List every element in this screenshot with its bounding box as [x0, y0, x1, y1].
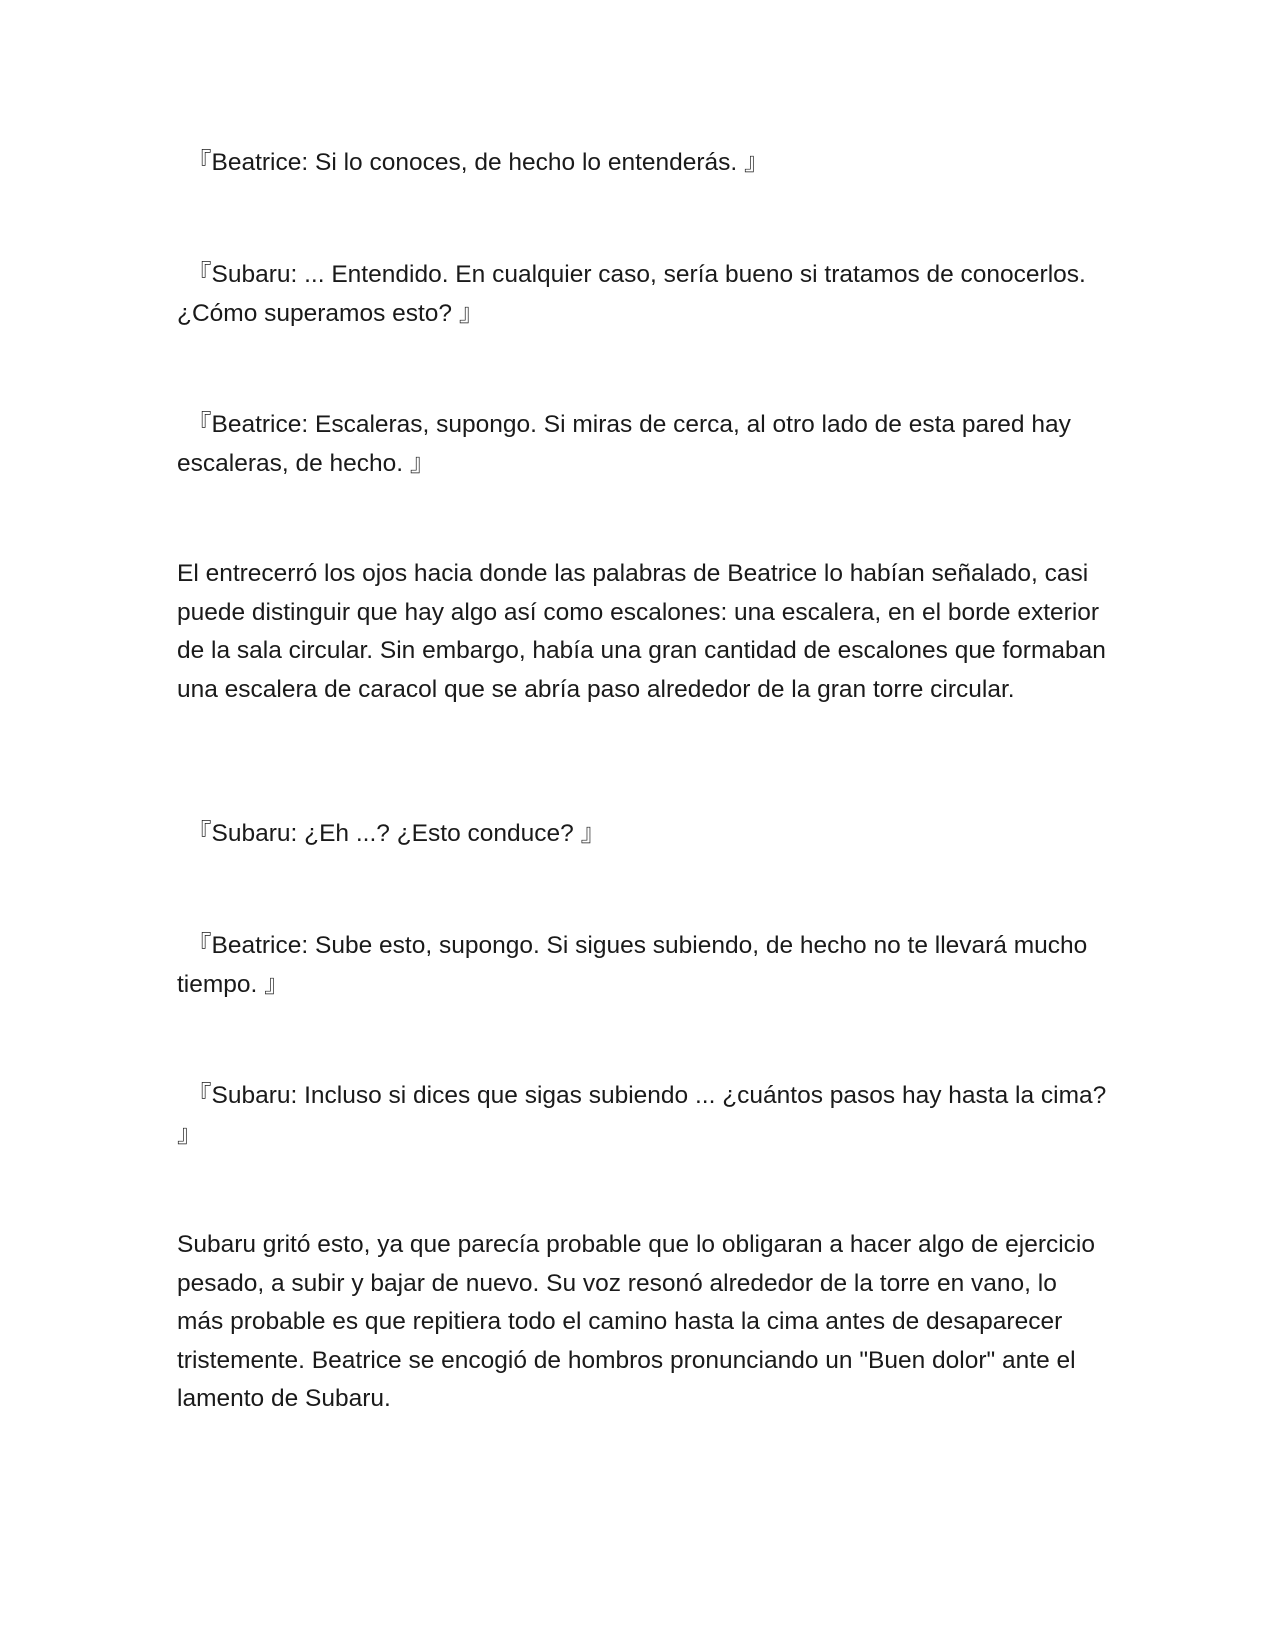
- dialogue-subaru-1: 『Subaru: ... Entendido. En cualquier caso, sería bueno si tratamos de conocerlos. ¿Cómo superamos esto? 』: [177, 261, 1086, 327]
- dialogue-beatrice-1: 『Beatrice: Si lo conoces, de hecho lo entenderás. 』: [187, 149, 769, 176]
- dialogue-beatrice-2: 『Beatrice: Escaleras, supongo. Si miras de cerca, al otro lado de esta pared hay escaleras, de hecho. 』: [177, 411, 1071, 477]
- dialogue-subaru-2: 『Subaru: ¿Eh ...? ¿Esto conduce? 』: [187, 820, 606, 847]
- narration-paragraph-2: Subaru gritó esto, ya que parecía probable que lo obligaran a hacer algo de ejercicio pesado, a subir y bajar de nuevo. Su voz resonó alrededor de la torre en vano, lo más probable es que repitiera todo el camino hasta la cima antes de desaparecer tristemente. Beatrice se encogió de hombros pronunciando un "Buen dolor" ante el lamento de Subaru.: [177, 1231, 1095, 1412]
- narration-paragraph-1: El entrecerró los ojos hacia donde las palabras de Beatrice lo habían señalado, casi puede distinguir que hay algo así como escalones: una escalera, en el borde exterior de la sala circular. Sin embargo, había una gran cantidad de escalones que formaban una escalera de caracol que se abría paso alrededor de la gran torre circular.: [177, 560, 1106, 703]
- document-page: [177, 0, 1107, 1650]
- dialogue-beatrice-3: 『Beatrice: Sube esto, supongo. Si sigues subiendo, de hecho no te llevará mucho tiempo. 』: [177, 932, 1088, 998]
- dialogue-subaru-3: 『Subaru: Incluso si dices que sigas subiendo ... ¿cuántos pasos hay hasta la cima? 』: [177, 1082, 1107, 1148]
